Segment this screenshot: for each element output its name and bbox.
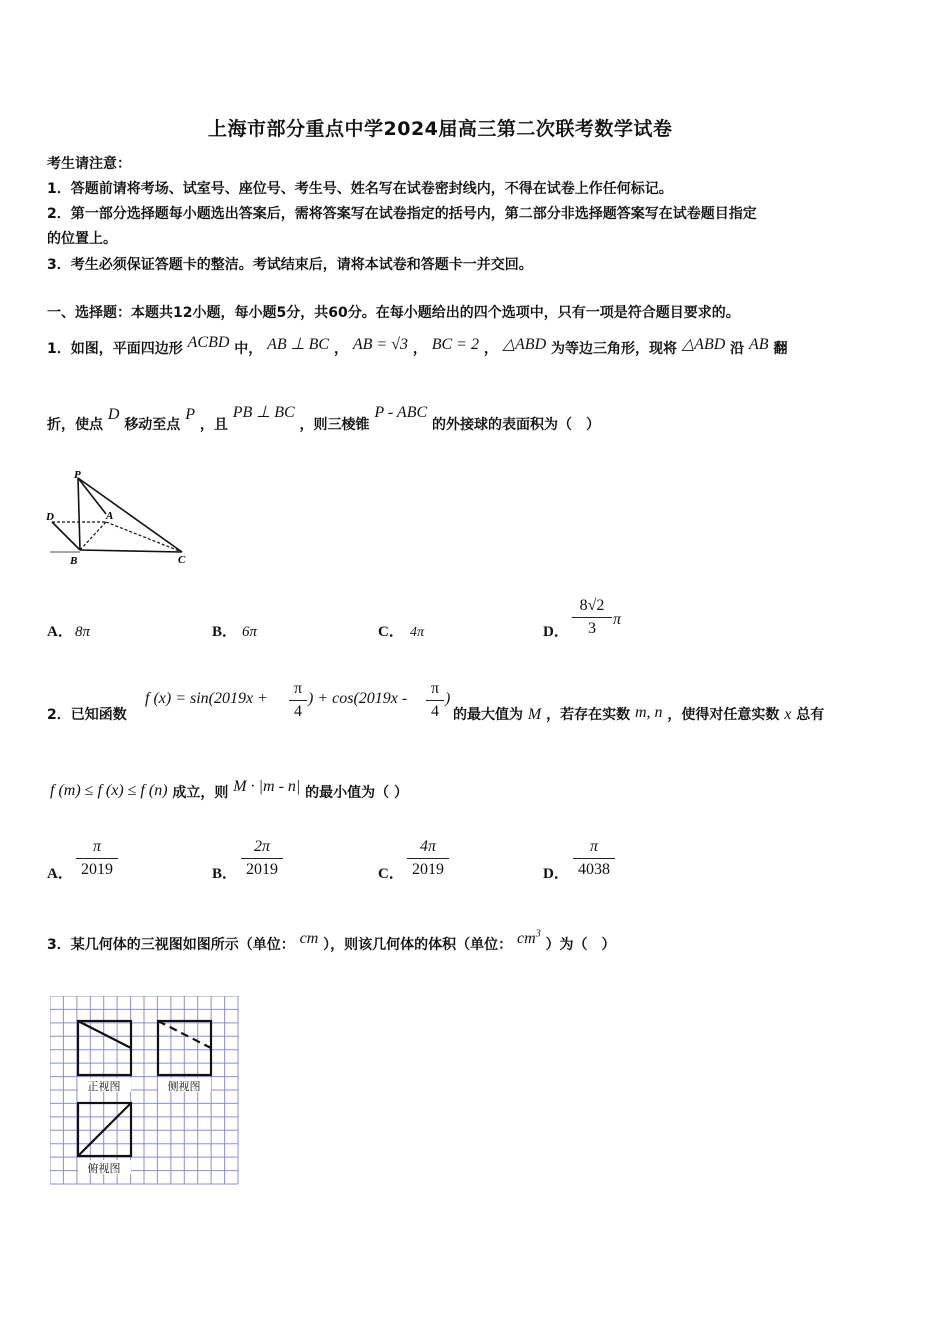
- q1-math: AB: [749, 336, 769, 353]
- label-C: C: [178, 554, 186, 566]
- front-view: [78, 1021, 131, 1075]
- q2-fraction-1: [289, 680, 307, 721]
- top-view: [78, 1103, 131, 1156]
- q1-option-A-label: A．: [47, 624, 73, 640]
- q3-text: 3．某几何体的三视图如图所示（单位：: [47, 937, 295, 953]
- fraction-bar: [572, 617, 612, 618]
- q1-option-B-value: 6π: [242, 624, 258, 640]
- q1-text: 移动至点: [124, 417, 181, 433]
- fraction-numerator: π: [293, 680, 303, 697]
- label-A: A: [106, 510, 114, 522]
- q2-option-C-fraction: [407, 838, 449, 879]
- q2-text: 的最大值为: [453, 707, 523, 723]
- q3-line: [47, 928, 616, 954]
- q1-text: ，: [483, 341, 498, 357]
- fraction-denominator: 2019: [246, 861, 278, 878]
- q1-text: ，: [412, 341, 427, 357]
- q2-math: m, n: [634, 704, 663, 721]
- q1-math: P: [185, 406, 195, 423]
- q1-option-D-fraction: [572, 597, 612, 638]
- q2-option-D-label: D．: [543, 866, 569, 882]
- q1-math: PB ⊥ BC: [232, 404, 295, 421]
- fraction-bar: [407, 858, 449, 859]
- edge-BC: [80, 550, 182, 552]
- q3-math: [517, 930, 541, 947]
- fraction-bar: [241, 858, 283, 859]
- unit-exponent: 3: [535, 928, 541, 940]
- q3-three-view-figure: [50, 996, 240, 1186]
- q1-math: BC = 2: [431, 336, 479, 353]
- q1-option-D-label: D．: [543, 624, 569, 640]
- edge-DB: [52, 522, 80, 550]
- notice-heading: 考生请注意：: [47, 156, 131, 172]
- q1-text: 的外接球的表面积为（ ）: [432, 417, 601, 433]
- q1-text: ，则三棱锥: [299, 417, 370, 433]
- q2-math: M · |m - n|: [233, 778, 301, 795]
- fraction-denominator: 4038: [578, 861, 610, 878]
- q2-text: 总有: [796, 707, 825, 723]
- q2-function-part3: ): [445, 690, 451, 707]
- edge-PB: [78, 478, 80, 550]
- q3-text: ），则该几何体的体积（单位：: [323, 937, 513, 953]
- q2-text: 2．已知函数: [47, 707, 127, 723]
- fraction-denominator: 3: [588, 620, 596, 637]
- q1-text: 翻: [773, 341, 788, 357]
- edge-PA: [78, 478, 106, 514]
- q2-text: 的最小值为（ ）: [305, 785, 409, 801]
- q2-fraction-2: [426, 680, 444, 721]
- unit-cm: cm: [517, 930, 536, 947]
- q1-text: 1．如图，平面四边形: [47, 341, 183, 357]
- q2-math: x: [784, 706, 792, 723]
- notice-item-1: 1．答题前请将考场、试室号、座位号、考生号、姓名写在试卷密封线内，不得在试卷上作任何标记。: [47, 181, 673, 197]
- side-view-label: 侧视图: [167, 1081, 201, 1093]
- fraction-bar: [76, 858, 118, 859]
- fraction-denominator: 2019: [412, 861, 444, 878]
- fraction-numerator: π: [430, 680, 440, 697]
- q3-math: cm: [299, 930, 319, 947]
- fraction-numerator: 4π: [419, 838, 436, 855]
- section-heading: 一、选择题：本题共12小题，每小题5分，共60分。在每小题给出的四个选项中，只有一项是符合题目要求的。: [47, 305, 740, 321]
- q2-option-A-fraction: [76, 838, 118, 879]
- q2-text: 成立，则: [172, 785, 229, 801]
- fraction-numerator: π: [92, 838, 101, 855]
- notice-item-3: 3．考生必须保证答题卡的整洁。考试结束后，请将本试卷和答题卡一并交回。: [47, 257, 533, 273]
- q1-math: ACBD: [187, 334, 230, 351]
- q2-math: M: [527, 706, 542, 723]
- label-D: D: [46, 511, 54, 523]
- q1-text: ，且: [199, 417, 228, 433]
- label-B: B: [70, 555, 78, 567]
- q2-function-part1: f (x) = sin(2019x +: [145, 690, 268, 707]
- q1-math: D: [107, 406, 120, 423]
- fraction-denominator: 4: [431, 703, 439, 720]
- label-P: P: [74, 469, 81, 481]
- q1-option-C-value: 4π: [410, 625, 425, 640]
- front-view-label: 正视图: [87, 1081, 121, 1093]
- notice-item-2-cont: 的位置上。: [47, 231, 117, 247]
- q2-text: ，使得对任意实数: [667, 707, 780, 723]
- q1-math: AB = √3: [352, 336, 408, 353]
- q1-line-2: [47, 404, 601, 434]
- q2-line-2: [50, 778, 409, 802]
- q1-math: △ABD: [681, 336, 726, 353]
- q2-option-C-label: C．: [378, 866, 404, 882]
- edge-BA-dashed: [80, 522, 106, 550]
- q2-option-A-label: A．: [47, 866, 73, 882]
- q1-option-A-value: 8π: [75, 624, 91, 640]
- q1-option-B-label: B．: [212, 624, 238, 640]
- edge-AC-dashed: [106, 522, 182, 552]
- fraction-bar: [289, 700, 307, 701]
- q1-option-C-label: C．: [378, 624, 404, 640]
- q2-function-part2: ) + cos(2019x -: [308, 690, 408, 707]
- notice-item-2: 2．第一部分选择题每小题选出答案后，需将答案写在试卷指定的括号内，第二部分非选择题答案写在试卷题目指定: [47, 206, 757, 222]
- fraction-denominator: 4: [294, 703, 302, 720]
- q3-text: ）为（ ）: [545, 937, 616, 953]
- q2-line-1-rest: [453, 704, 824, 724]
- q2-math: f (m) ≤ f (x) ≤ f (n): [50, 782, 168, 799]
- q1-text: 中，: [234, 341, 263, 357]
- q2-option-D-fraction: [573, 838, 615, 879]
- fraction-numerator: π: [589, 838, 598, 855]
- q1-option-D-pi: π: [613, 611, 622, 628]
- q2-text: ，若存在实数: [546, 707, 631, 723]
- q1-text: 为等边三角形，现将: [551, 341, 677, 357]
- top-view-label: 俯视图: [87, 1163, 121, 1175]
- fraction-denominator: 2019: [81, 861, 113, 878]
- fraction-bar: [426, 700, 444, 701]
- fraction-numerator: 2π: [253, 838, 270, 855]
- q1-math: AB ⊥ BC: [267, 336, 330, 353]
- fraction-numerator: 8√2: [579, 597, 605, 614]
- page-title: 上海市部分重点中学2024届高三第二次联考数学试卷: [208, 118, 673, 140]
- q2-option-B-label: B．: [212, 866, 238, 882]
- q1-math: P - ABC: [374, 404, 428, 421]
- q1-line-1: [47, 334, 788, 358]
- q1-text: 折，使点: [47, 417, 103, 433]
- fraction-bar: [573, 858, 615, 859]
- q1-text: ，: [333, 341, 348, 357]
- q1-figure: [44, 466, 194, 568]
- edge-PC: [78, 478, 182, 552]
- q2-option-B-fraction: [241, 838, 283, 879]
- q1-text: 沿: [730, 341, 745, 357]
- q1-math: △ABD: [502, 336, 547, 353]
